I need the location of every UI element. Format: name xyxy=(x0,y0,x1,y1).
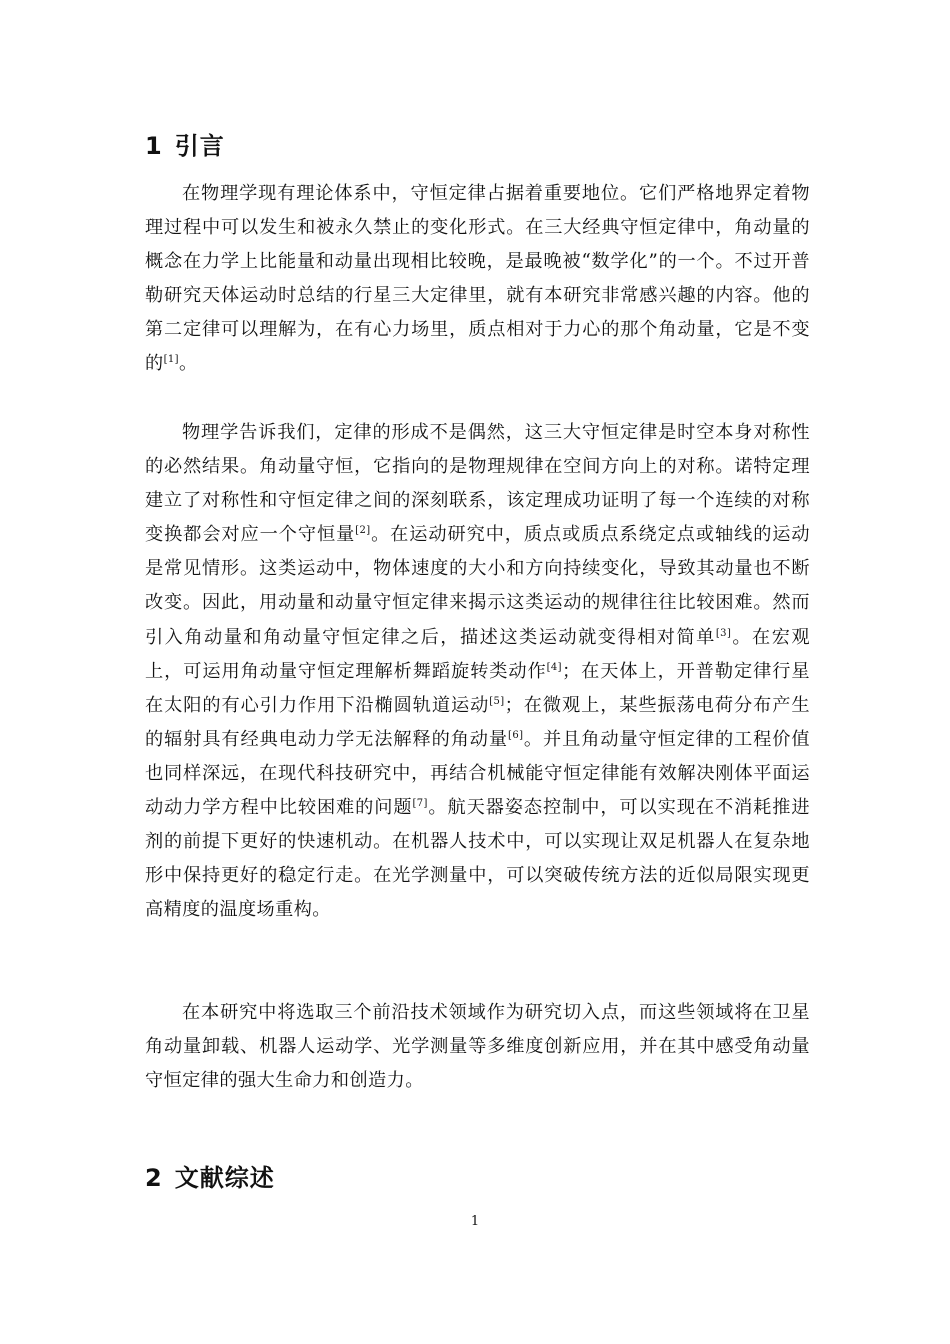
section-title: 引言 xyxy=(174,132,225,160)
paragraph-text: 物理学告诉我们，定律的形成不是偶然，这三大守恒定律是时空本身对称性的必然结果。角动量守恒，它指向的是物理规律在空间方向上的对称。诺特定理建立了对称性和守恒定律之间的深刻联系，该定理成功证明了每一个连续的对称变换都会对应一个守恒量 xyxy=(145,422,810,546)
paragraph-text: ；在天体上，开普勒定律行星在太阳的有心引力作用下沿椭圆轨道运动 xyxy=(145,660,811,716)
paragraph-text: 。 xyxy=(178,353,198,375)
paragraph-text: 。航天器姿态控制中，可以实现在不消耗推进剂的前提下更好的快速机动。在机器人技术中，可以实现让双足机器人在复杂地形中保持更好的稳定行走。在光学测量中，可以突破传统方法的近似局限实现更高精度的温度场重构。 xyxy=(145,797,810,921)
citation-marker: [4] xyxy=(546,661,562,673)
section-title: 文献综述 xyxy=(174,1164,275,1192)
paragraph-text: 在本研究中将选取三个前沿技术领域作为研究切入点，而这些领域将在卫星角动量卸载、机器人运动学、光学测量等多维度创新应用，并在其中感受角动量守恒定律的强大生命力和创造力。 xyxy=(145,1002,810,1092)
paragraph-1 xyxy=(145,177,810,382)
citation-marker: [3] xyxy=(715,627,732,639)
section-number: 1 xyxy=(145,132,163,160)
section-number: 2 xyxy=(145,1164,163,1192)
citation-marker: [5] xyxy=(489,695,505,707)
citation-marker: [2] xyxy=(355,525,371,537)
paragraph-text: 。在运动研究中，质点或质点系绕定点或轴线的运动是常见情形。这类运动中，物体速度的大小和方向持续变化，导致其动量也不断改变。因此，用动量和动量守恒定律来揭示这类运动的规律往往比较困难。然而引入角动量和角动量守恒定律之后，描述这类运动就变得相对简单 xyxy=(145,524,810,648)
paragraph-3 xyxy=(145,996,810,1098)
citation-marker: [6] xyxy=(508,729,524,741)
paragraph-text: 。并且角动量守恒定律的工程价值也同样深远，在现代科技研究中，再结合机械能守恒定律能有效解决刚体平面运动动力学方程中比较困难的问题 xyxy=(145,728,810,819)
citation-marker: [1] xyxy=(163,354,179,366)
paragraph-2 xyxy=(145,416,810,927)
section-heading-literature-review xyxy=(145,1158,275,1193)
paragraph-text: 。在宏观上，可运用角动量守恒定理解析舞蹈旋转类动作 xyxy=(145,626,810,682)
citation-marker: [7] xyxy=(412,798,428,810)
page-number: 1 xyxy=(470,1214,480,1229)
paragraph-text: ；在微观上，某些振荡电荷分布产生的辐射具有经典电动力学无法解释的角动量 xyxy=(145,694,810,750)
section-heading-introduction xyxy=(145,126,225,161)
paragraph-text: 在物理学现有理论体系中，守恒定律占据着重要地位。它们严格地界定着物理过程中可以发生和被永久禁止的变化形式。在三大经典守恒定律中，角动量的概念在力学上比能量和动量出现相比较晚，是最晚被“数学化”的一个。不过开普勒研究天体运动时总结的行星三大定律里，就有本研究非常感兴趣的内容。他的第二定律可以理解为，在有心力场里，质点相对于力心的那个角动量，它是不变的 xyxy=(145,183,810,375)
